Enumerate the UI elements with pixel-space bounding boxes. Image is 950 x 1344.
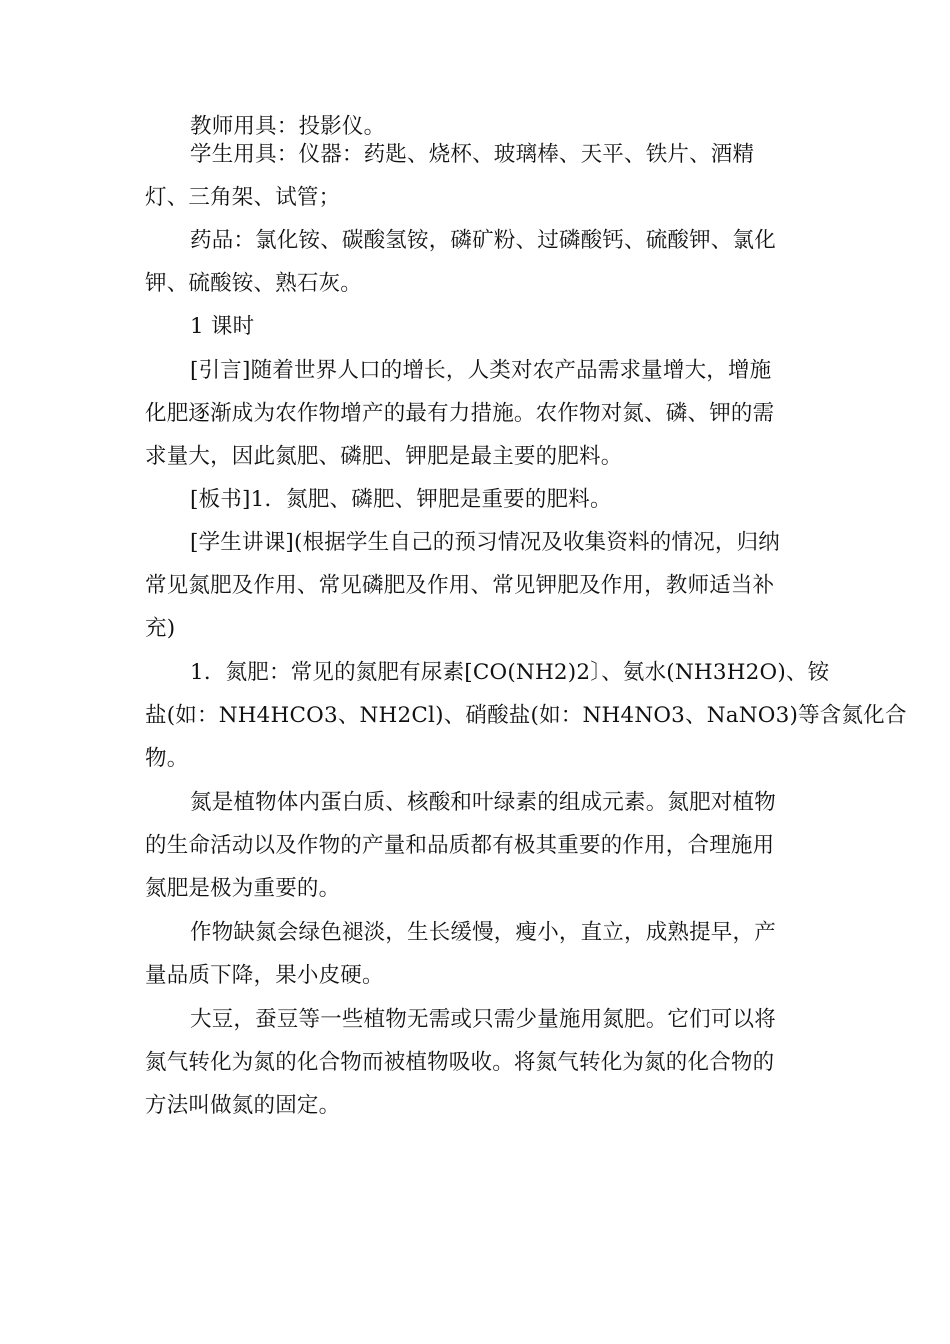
nitrogen-fertilizer-line: 1．氮肥：常见的氮肥有尿素[CO(NH2)2〕、氨水(NH3H2O)、铵 [190,660,830,685]
student-lecture-line-end: 充) [145,616,176,641]
nitrogen-role-line: 氮是植物体内蛋白质、核酸和叶绿素的组成元素。氮肥对植物 [190,790,776,815]
student-lecture-line: [学生讲课](根据学生自己的预习情况及收集资料的情况，归纳 [190,530,780,555]
student-tools-line: 学生用具：仪器：药匙、烧杯、玻璃棒、天平、铁片、酒精 [190,142,755,167]
student-tools-line-cont: 灯、三角架、试管； [145,185,341,210]
nitrogen-fixation-line: 大豆，蚕豆等一些植物无需或只需少量施用氮肥。它们可以将 [190,1007,776,1032]
lesson-duration: 1 课时 [190,314,255,339]
board-note-line: [板书]1．氮肥、磷肥、钾肥是重要的肥料。 [190,487,612,512]
nitrogen-role-line-cont: 的生命活动以及作物的产量和品质都有极其重要的作用，合理施用 [145,833,775,858]
student-lecture-line-cont: 常见氮肥及作用、常见磷肥及作用、常见钾肥及作用，教师适当补 [145,573,775,598]
nitrogen-role-line-end: 氮肥是极为重要的。 [145,876,341,901]
introduction-line-end: 求量大，因此氮肥、磷肥、钾肥是最主要的肥料。 [145,444,623,469]
nitrogen-deficiency-line-end: 量品质下降，果小皮硬。 [145,963,384,988]
nitrogen-fertilizer-line-cont: 盐(如：NH4HCO3、NH2Cl)、硝酸盐(如：NH4NO3、NaNO3)等含氮化合 [145,703,907,728]
introduction-line-cont: 化肥逐渐成为农作物增产的最有力措施。农作物对氮、磷、钾的需 [145,401,775,426]
teacher-tools-line: 教师用具：投影仪。 [190,114,386,139]
nitrogen-fixation-line-cont: 氮气转化为氮的化合物而被植物吸收。将氮气转化为氮的化合物的 [145,1050,775,1075]
introduction-line: [引言]随着世界人口的增长，人类对农产品需求量增大，增施 [190,358,772,383]
reagents-line: 药品：氯化铵、碳酸氢铵，磷矿粉、过磷酸钙、硫酸钾、氯化 [190,228,776,253]
nitrogen-fixation-line-end: 方法叫做氮的固定。 [145,1093,341,1118]
reagents-line-cont: 钾、硫酸铵、熟石灰。 [145,271,363,296]
nitrogen-deficiency-line: 作物缺氮会绿色褪淡，生长缓慢，瘦小，直立，成熟提早，产 [190,920,776,945]
nitrogen-fertilizer-line-end: 物。 [145,746,189,771]
